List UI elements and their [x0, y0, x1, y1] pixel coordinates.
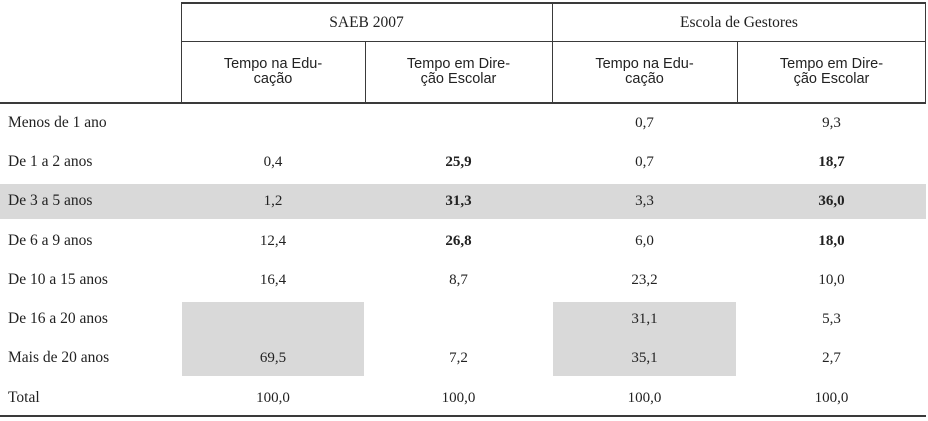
row-label: Menos de 1 ano	[8, 113, 107, 131]
group-header: Escola de Gestores	[680, 13, 798, 31]
table-cell: 100,0	[256, 389, 290, 406]
table-cell: 0,7	[635, 114, 654, 131]
table-cell: 100,0	[627, 389, 662, 406]
table-cell: 7,2	[449, 350, 468, 367]
column-header: Tempo em Dire- ção Escolar	[779, 56, 884, 87]
column-header: Tempo em Dire- ção Escolar	[406, 56, 511, 87]
table-cell: 100,0	[441, 389, 476, 406]
table-cell	[365, 103, 552, 142]
table-cell: 25,9	[445, 153, 472, 170]
row-label: De 10 a 15 anos	[8, 270, 108, 288]
table-cell: 35,1	[631, 350, 658, 367]
table-cell	[365, 300, 552, 339]
table-cell: 18,7	[818, 153, 845, 170]
table-cell: 0,7	[635, 153, 654, 170]
table-cell: 23,2	[631, 271, 658, 288]
column-header: Tempo na Edu- cação	[595, 56, 694, 87]
table-cell: 26,8	[445, 232, 472, 249]
table-cell: 10,0	[818, 271, 845, 288]
table-cell: 69,5	[259, 350, 287, 367]
table-cell: 0,4	[263, 153, 283, 170]
row-label: De 6 a 9 anos	[8, 231, 93, 249]
table-cell: 9,3	[822, 114, 841, 131]
table-cell: 16,4	[259, 271, 287, 288]
row-label: De 1 a 2 anos	[8, 152, 93, 170]
group-header: SAEB 2007	[329, 13, 404, 31]
table-cell: 8,7	[449, 271, 468, 288]
table-cell: 1,2	[263, 193, 283, 210]
column-header: Tempo na Edu- cação	[223, 56, 323, 87]
table-cell: 6,0	[635, 232, 654, 249]
table-cell: 5,3	[822, 311, 841, 328]
table-cell: 31,3	[445, 193, 472, 210]
row-label: De 16 a 20 anos	[8, 310, 108, 328]
table-cell: 31,1	[631, 311, 658, 328]
table-cell: 3,3	[635, 193, 654, 210]
table-cell	[181, 103, 365, 142]
row-label: Mais de 20 anos	[8, 349, 110, 367]
table-cell: 12,4	[259, 232, 287, 249]
row-label: De 3 a 5 anos	[8, 192, 93, 210]
table-cell: 2,7	[822, 350, 841, 367]
row-label: Total	[8, 388, 40, 406]
table-cell: 100,0	[814, 389, 849, 406]
table-cell: 18,0	[818, 232, 845, 249]
table-cell: 36,0	[818, 193, 845, 210]
table-cell	[181, 300, 365, 339]
